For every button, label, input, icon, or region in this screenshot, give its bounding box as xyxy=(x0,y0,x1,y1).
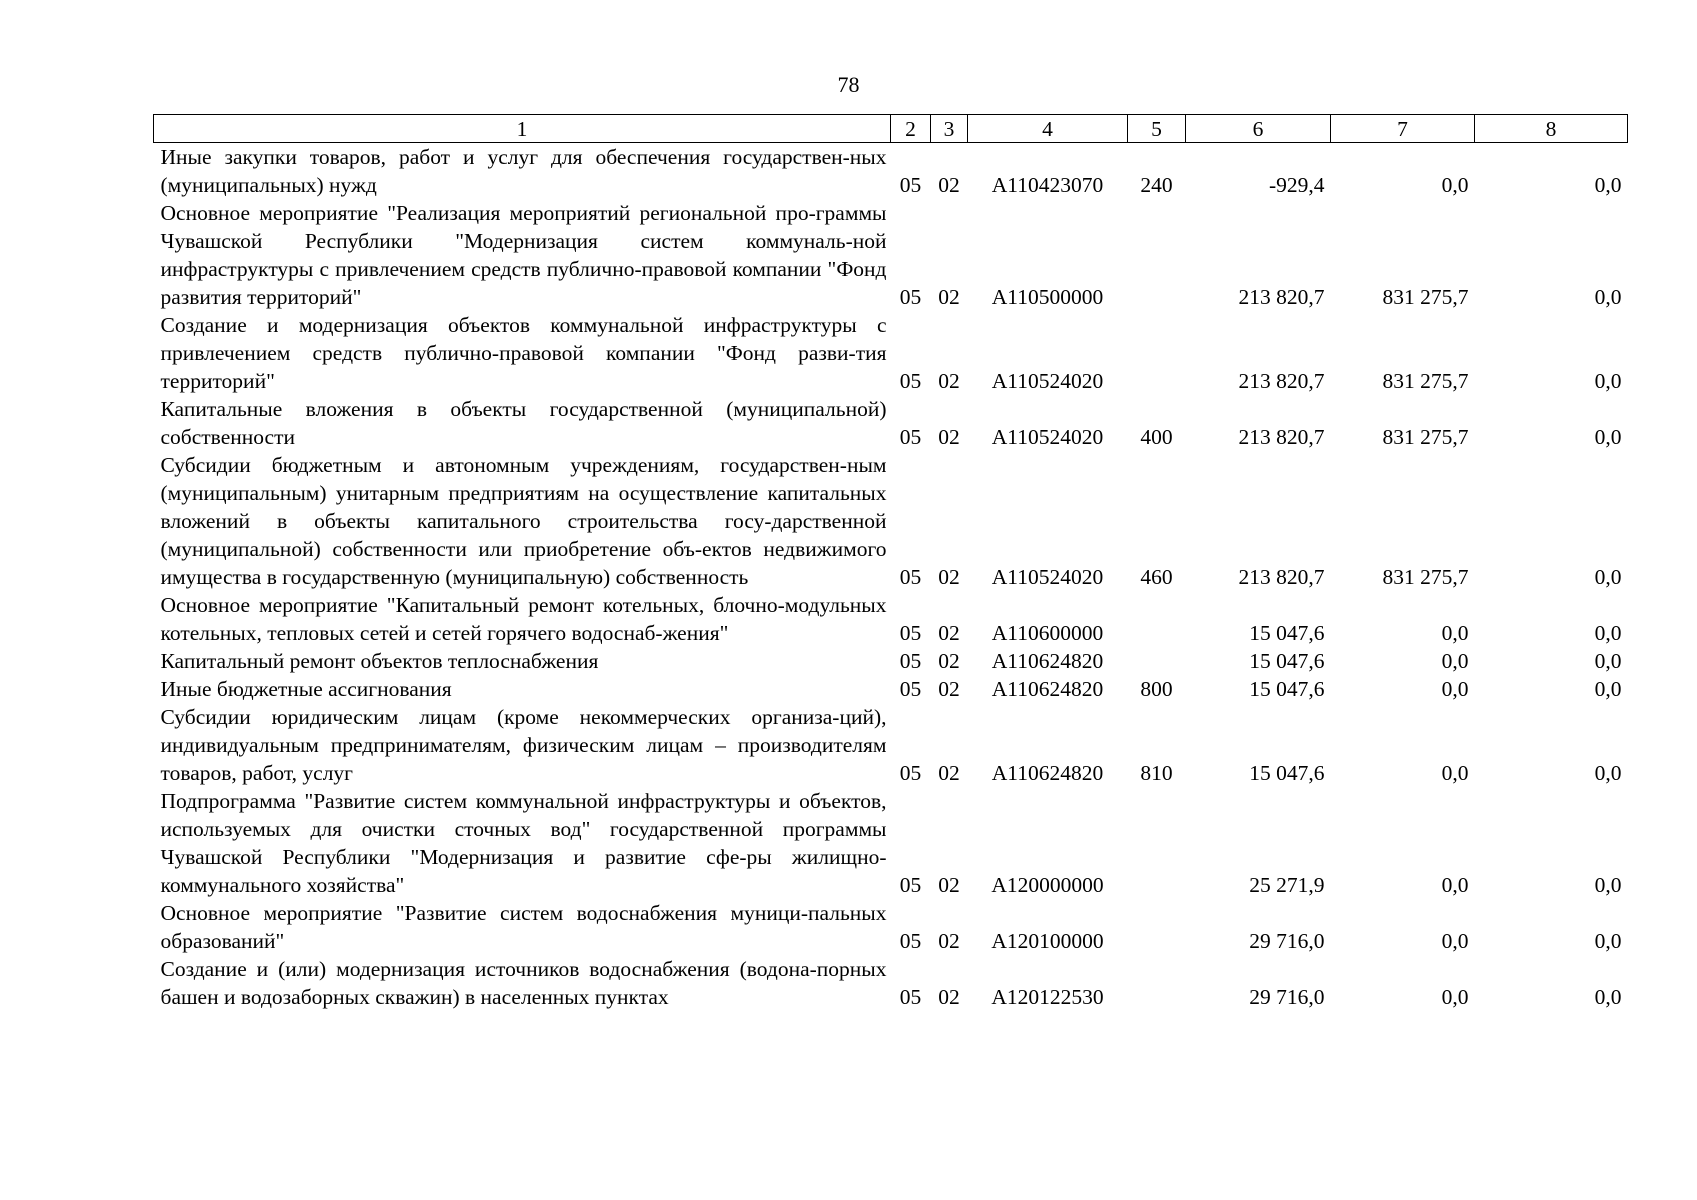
row-section: 05 xyxy=(899,565,922,589)
row-expense-type xyxy=(1128,647,1186,675)
row-value-8: 0,0 xyxy=(1594,985,1622,1009)
row-section: 05 xyxy=(899,873,922,897)
header-cell-4: 4 xyxy=(968,115,1128,143)
row-name: Капитальные вложения в объекты государственной (муниципальной) собственности xyxy=(160,397,887,449)
row-value-7: 0,0 xyxy=(1441,929,1469,953)
row-value-7: 0,0 xyxy=(1441,621,1469,645)
row-subsection: 02 xyxy=(938,369,960,393)
row-value-6: 15 047,6 xyxy=(1249,649,1325,673)
row-value-7: 0,0 xyxy=(1441,761,1469,785)
table-row xyxy=(154,703,1628,787)
row-value-7: 831 275,7 xyxy=(1382,285,1469,309)
row-name: Основное мероприятие "Развитие систем водоснабжения муници-пальных образований" xyxy=(160,901,887,953)
row-value-6: -929,4 xyxy=(1268,173,1325,197)
table-row xyxy=(154,955,1628,1011)
row-expense-type xyxy=(1128,199,1186,311)
header-cell-5: 5 xyxy=(1128,115,1186,143)
header-cell-1: 1 xyxy=(154,115,891,143)
row-value-6: 25 271,9 xyxy=(1249,873,1325,897)
row-section: 05 xyxy=(899,173,922,197)
row-value-6: 15 047,6 xyxy=(1249,621,1325,645)
table-body xyxy=(154,143,1628,1012)
row-expense-type xyxy=(1128,955,1186,1011)
row-expense-type xyxy=(1128,899,1186,955)
table-row xyxy=(154,591,1628,647)
row-value-7: 0,0 xyxy=(1441,173,1469,197)
row-subsection: 02 xyxy=(938,929,960,953)
row-value-7: 0,0 xyxy=(1441,677,1469,701)
table-row xyxy=(154,311,1628,395)
row-target-code: А110624820 xyxy=(991,677,1104,701)
row-subsection: 02 xyxy=(938,565,960,589)
row-name: Иные закупки товаров, работ и услуг для обеспечения государствен-ных (муниципальных) нужд xyxy=(160,145,887,197)
row-value-8: 0,0 xyxy=(1594,873,1622,897)
row-target-code: А110524020 xyxy=(991,565,1104,589)
budget-table xyxy=(153,114,1628,1011)
row-name: Создание и (или) модернизация источников водоснабжения (водона-порных башен и водозаборных скважин) в населенных пунктах xyxy=(160,957,887,1009)
row-section: 05 xyxy=(899,621,922,645)
row-value-7: 831 275,7 xyxy=(1382,425,1469,449)
row-value-8: 0,0 xyxy=(1594,677,1622,701)
row-name: Создание и модернизация объектов коммунальной инфраструктуры с привлечением средств публично-правовой компании "Фонд разви-тия территорий" xyxy=(160,313,887,393)
header-cell-8: 8 xyxy=(1475,115,1628,143)
row-section: 05 xyxy=(899,649,922,673)
row-value-6: 15 047,6 xyxy=(1249,761,1325,785)
row-section: 05 xyxy=(899,285,922,309)
row-target-code: А120000000 xyxy=(991,873,1104,897)
row-value-7: 831 275,7 xyxy=(1382,369,1469,393)
row-name: Иные бюджетные ассигнования xyxy=(160,677,452,701)
row-subsection: 02 xyxy=(938,173,960,197)
row-name: Субсидии юридическим лицам (кроме некоммерческих организа-ций), индивидуальным предпринимателям, физическим лицам – производителям товаров, работ, услуг xyxy=(160,705,887,785)
table-row xyxy=(154,787,1628,899)
row-subsection: 02 xyxy=(938,649,960,673)
header-cell-2: 2 xyxy=(891,115,931,143)
row-value-8: 0,0 xyxy=(1594,173,1622,197)
header-cell-3: 3 xyxy=(931,115,968,143)
row-value-8: 0,0 xyxy=(1594,565,1622,589)
row-value-6: 213 820,7 xyxy=(1238,369,1325,393)
row-expense-type xyxy=(1128,311,1186,395)
row-section: 05 xyxy=(899,929,922,953)
row-value-6: 213 820,7 xyxy=(1238,285,1325,309)
row-value-8: 0,0 xyxy=(1594,761,1622,785)
row-target-code: А110524020 xyxy=(991,369,1104,393)
row-value-7: 0,0 xyxy=(1441,873,1469,897)
row-value-8: 0,0 xyxy=(1594,369,1622,393)
table-row xyxy=(154,647,1628,675)
table-row xyxy=(154,451,1628,591)
row-section: 05 xyxy=(899,985,922,1009)
row-subsection: 02 xyxy=(938,285,960,309)
row-subsection: 02 xyxy=(938,985,960,1009)
page-number: 78 xyxy=(837,72,860,97)
row-name: Основное мероприятие "Реализация мероприятий региональной про-граммы Чувашской Республики "Модернизация систем коммуналь-ной инфраструктуры с привлечением средств публично-правовой компании "Фонд развития территорий" xyxy=(160,201,887,309)
row-expense-type xyxy=(1128,591,1186,647)
row-expense-type: 400 xyxy=(1140,425,1173,449)
row-subsection: 02 xyxy=(938,425,960,449)
table-row xyxy=(154,199,1628,311)
row-section: 05 xyxy=(899,369,922,393)
header-cell-7: 7 xyxy=(1331,115,1475,143)
header-cell-6: 6 xyxy=(1186,115,1331,143)
row-expense-type: 810 xyxy=(1140,761,1173,785)
row-target-code: А110524020 xyxy=(991,425,1104,449)
row-value-8: 0,0 xyxy=(1594,285,1622,309)
row-target-code: А110624820 xyxy=(991,761,1104,785)
row-expense-type: 240 xyxy=(1140,173,1173,197)
row-value-6: 213 820,7 xyxy=(1238,565,1325,589)
row-expense-type: 460 xyxy=(1140,565,1173,589)
row-value-6: 29 716,0 xyxy=(1249,985,1325,1009)
row-expense-type xyxy=(1128,787,1186,899)
row-subsection: 02 xyxy=(938,873,960,897)
table-row xyxy=(154,899,1628,955)
row-value-8: 0,0 xyxy=(1594,649,1622,673)
row-value-6: 213 820,7 xyxy=(1238,425,1325,449)
row-target-code: А110500000 xyxy=(991,285,1104,309)
row-name: Подпрограмма "Развитие систем коммунальной инфраструктуры и объектов, используемых для очистки сточных вод" государственной программы Чувашской Республики "Модернизация и развитие сфе-ры жилищно-коммунального хозяйства" xyxy=(160,789,887,897)
row-value-6: 29 716,0 xyxy=(1249,929,1325,953)
row-target-code: А120100000 xyxy=(991,929,1104,953)
header-row xyxy=(154,115,1628,143)
row-name: Основное мероприятие "Капитальный ремонт котельных, блочно-модульных котельных, тепловых сетей и сетей горячего водоснаб-жения" xyxy=(160,593,887,645)
row-value-7: 0,0 xyxy=(1441,985,1469,1009)
table-row xyxy=(154,675,1628,703)
row-subsection: 02 xyxy=(938,761,960,785)
row-value-8: 0,0 xyxy=(1594,425,1622,449)
table-row xyxy=(154,143,1628,200)
row-target-code: А110423070 xyxy=(991,173,1104,197)
row-value-8: 0,0 xyxy=(1594,621,1622,645)
row-subsection: 02 xyxy=(938,621,960,645)
row-value-8: 0,0 xyxy=(1594,929,1622,953)
row-value-7: 831 275,7 xyxy=(1382,565,1469,589)
row-section: 05 xyxy=(899,761,922,785)
row-value-7: 0,0 xyxy=(1441,649,1469,673)
row-subsection: 02 xyxy=(938,677,960,701)
row-expense-type: 800 xyxy=(1140,677,1173,701)
row-target-code: А110624820 xyxy=(991,649,1104,673)
row-section: 05 xyxy=(899,677,922,701)
row-target-code: А110600000 xyxy=(991,621,1104,645)
row-value-6: 15 047,6 xyxy=(1249,677,1325,701)
row-name: Субсидии бюджетным и автономным учреждениям, государствен-ным (муниципальным) унитарным предприятиям на осуществление капитальных вложений в объекты капитального строительства госу-дарственной (муниципальной) собственности или приобретение объ-ектов недвижимого имущества в государственную (муниципальную) собственность xyxy=(160,453,887,589)
row-name: Капитальный ремонт объектов теплоснабжения xyxy=(160,649,599,673)
table-row xyxy=(154,395,1628,451)
row-target-code: А120122530 xyxy=(991,985,1104,1009)
row-section: 05 xyxy=(899,425,922,449)
